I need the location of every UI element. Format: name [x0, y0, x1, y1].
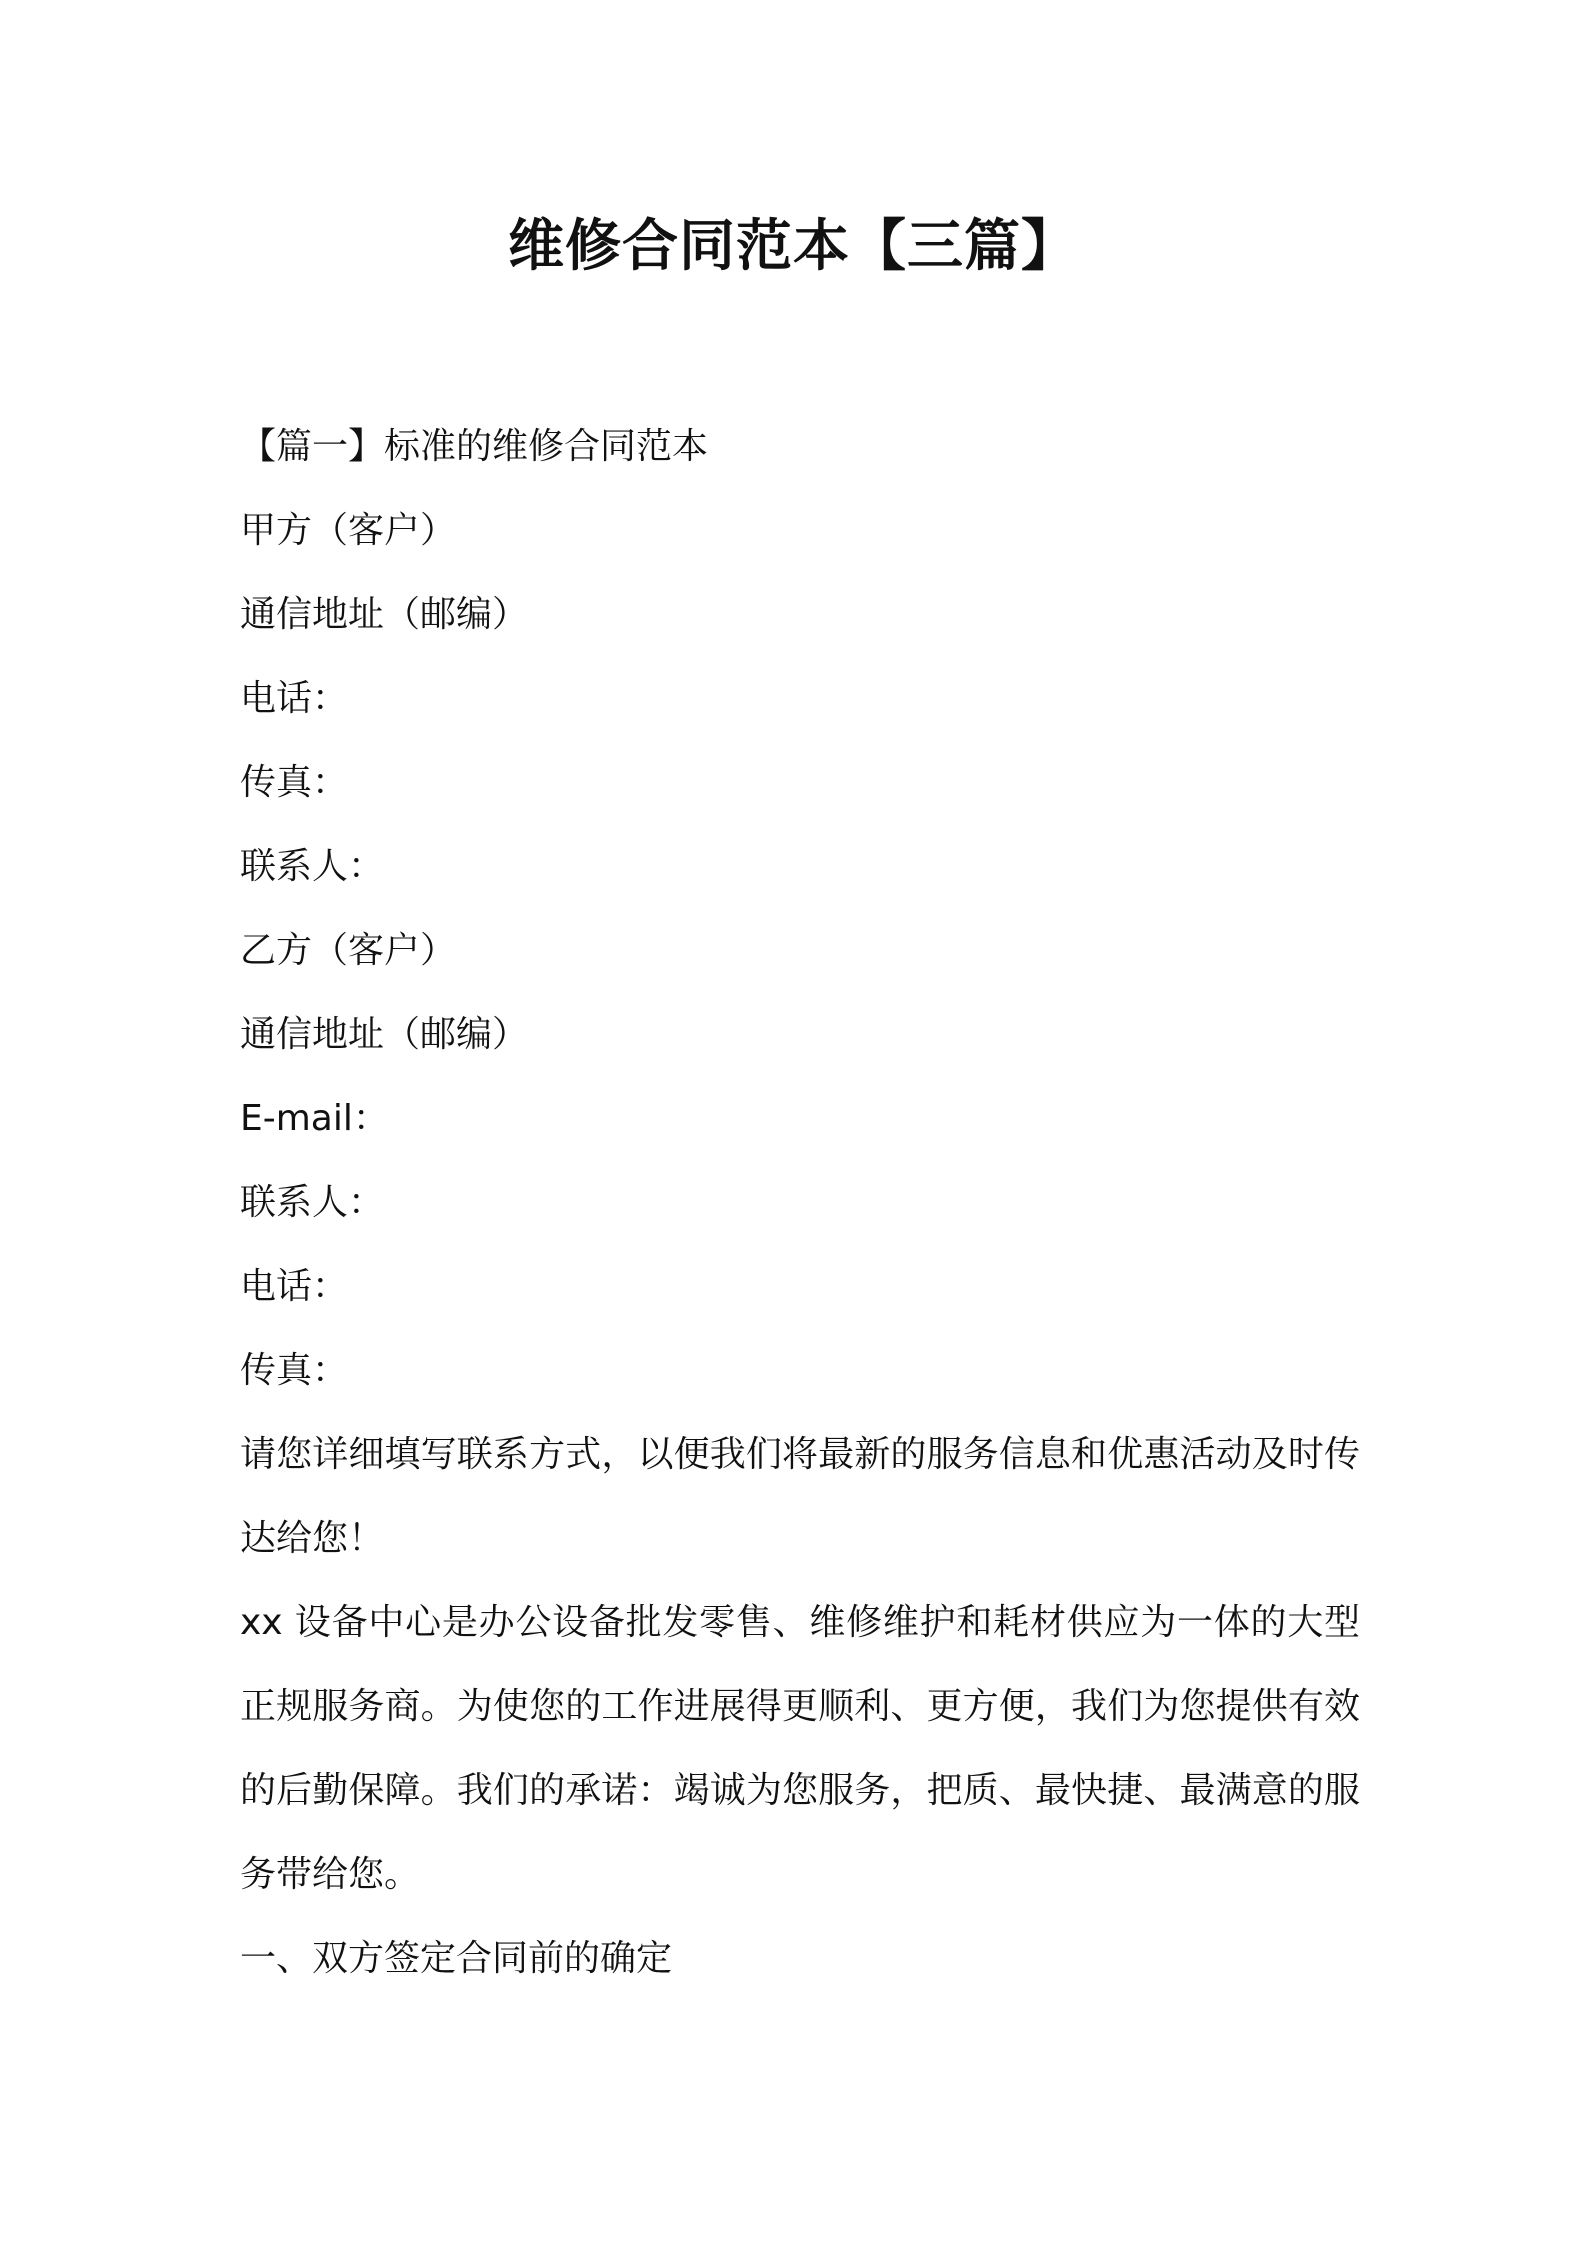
- party-a-phone-label: 电话：: [240, 678, 349, 719]
- party-a-label: 甲方（客户）: [240, 510, 457, 551]
- intro-paragraph: xx 设备中心是办公设备批发零售、维修维护和耗材供应为一体的大型正规服务商。为使您的工作进展得更顺利、更方便，我们为您提供有效的后勤保障。我们的承诺：竭诚为您服务，把质、最快捷、最满意的服务带给您。: [240, 1602, 1360, 1895]
- party-b-phone-label: 电话：: [240, 1266, 349, 1307]
- notice-paragraph: 请您详细填写联系方式，以便我们将最新的服务信息和优惠活动及时传达给您！: [240, 1434, 1360, 1559]
- party-a-contact-label: 联系人：: [240, 846, 385, 887]
- document-title: 维修合同范本【三篇】: [508, 214, 1078, 279]
- party-b-email-label: E-mail：: [240, 1098, 389, 1139]
- party-a-address-label: 通信地址（邮编）: [240, 594, 529, 635]
- clause-heading: 一、双方签定合同前的确定: [240, 1938, 673, 1979]
- party-b-address-label: 通信地址（邮编）: [240, 1014, 529, 1055]
- party-b-fax-label: 传真：: [240, 1350, 349, 1391]
- section-heading: 【篇一】标准的维修合同范本: [240, 426, 709, 467]
- party-a-fax-label: 传真：: [240, 762, 349, 803]
- party-b-contact-label: 联系人：: [240, 1182, 385, 1223]
- document-body: [240, 405, 1360, 2001]
- party-b-label: 乙方（客户）: [240, 930, 457, 971]
